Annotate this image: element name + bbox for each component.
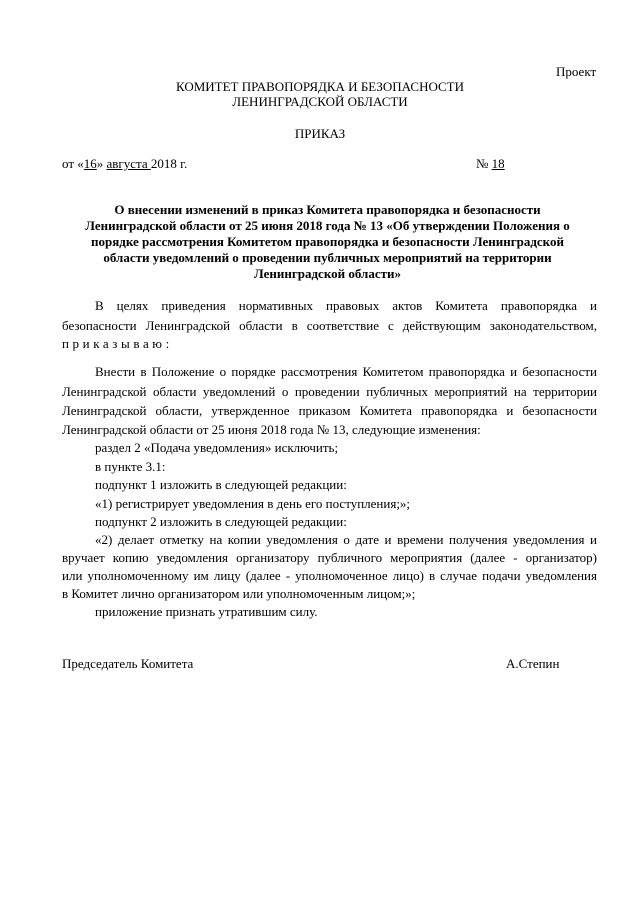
item-point31: в пункте 3.1: xyxy=(95,459,166,474)
order-number-prefix: № xyxy=(476,156,492,171)
item-sub2: подпункт 2 изложить в следующей редакции: xyxy=(95,514,347,529)
signature-position: Председатель Комитета xyxy=(62,656,194,671)
title-line: порядке рассмотрения Комитетом правопорядка и безопасности Ленинградской xyxy=(91,234,564,249)
item-section2: раздел 2 «Подача уведомления» исключить; xyxy=(95,440,339,455)
date-day: 16 xyxy=(83,156,97,171)
org-name-line1: КОМИТЕТ ПРАВОПОРЯДКА И БЕЗОПАСНОСТИ xyxy=(175,79,465,94)
title-line: О внесении изменений в приказ Комитета правопорядка и безопасности xyxy=(114,202,541,217)
preamble-line1: В целях приведения нормативных правовых актов Комитета правопорядка и xyxy=(95,298,597,313)
preamble-line2: безопасности Ленинградской области в соответствие с действующим законодательством, xyxy=(62,318,597,333)
body-p1-line3: Ленинградской области, утвержденное приказом Комитета правопорядка и безопасности xyxy=(62,403,597,418)
item-sub2-line2: вручает копию уведомления организатору публичного мероприятия (далее - организатор) xyxy=(62,550,597,565)
doc-type-heading: ПРИКАЗ xyxy=(294,126,346,141)
item-sub2-line4: в Комитет лично организатором или уполномоченным лицом;»; xyxy=(62,586,416,601)
title-line: Ленинградской области» xyxy=(254,266,401,281)
item-sub1: подпункт 1 изложить в следующей редакции: xyxy=(95,477,347,492)
order-number-value: 18 xyxy=(491,156,505,171)
draft-label: Проект xyxy=(556,64,597,79)
date-line xyxy=(62,156,187,172)
date-middle: » xyxy=(96,156,107,171)
org-name-line2: ЛЕНИНГРАДСКОЙ ОБЛАСТИ xyxy=(232,94,408,109)
body-p1-line2: Ленинградской области уведомлений о проведении публичных мероприятий на территории xyxy=(62,384,597,399)
signature-name: А.Степин xyxy=(506,656,560,671)
date-prefix: от « xyxy=(62,156,84,171)
title-line: Ленинградской области от 25 июня 2018 года № 13 «Об утверждении Положения о xyxy=(85,218,570,233)
date-year: 2018 г. xyxy=(150,156,188,171)
item-sub1-text: «1) регистрирует уведомления в день его поступления;»; xyxy=(95,496,411,511)
item-sub2-line3: или уполномоченному им лицу (далее - уполномоченное лицо) в случае подачи уведомления xyxy=(62,568,597,583)
body-p1-line1: Внести в Положение о порядке рассмотрения Комитетом правопорядка и безопасности xyxy=(95,364,597,379)
order-word: приказываю: xyxy=(62,336,173,351)
document-title xyxy=(70,202,585,282)
item-sub2-line1: «2) делает отметку на копии уведомления о дате и времени получения уведомления и xyxy=(95,532,597,547)
date-month: августа xyxy=(106,156,151,171)
order-number xyxy=(476,156,505,172)
item-annex: приложение признать утратившим силу. xyxy=(95,604,318,619)
title-line: области уведомлений о проведении публичных мероприятий на территории xyxy=(103,250,552,265)
body-p1-line4: Ленинградской области от 25 июня 2018 года № 13, следующие изменения: xyxy=(62,422,481,437)
